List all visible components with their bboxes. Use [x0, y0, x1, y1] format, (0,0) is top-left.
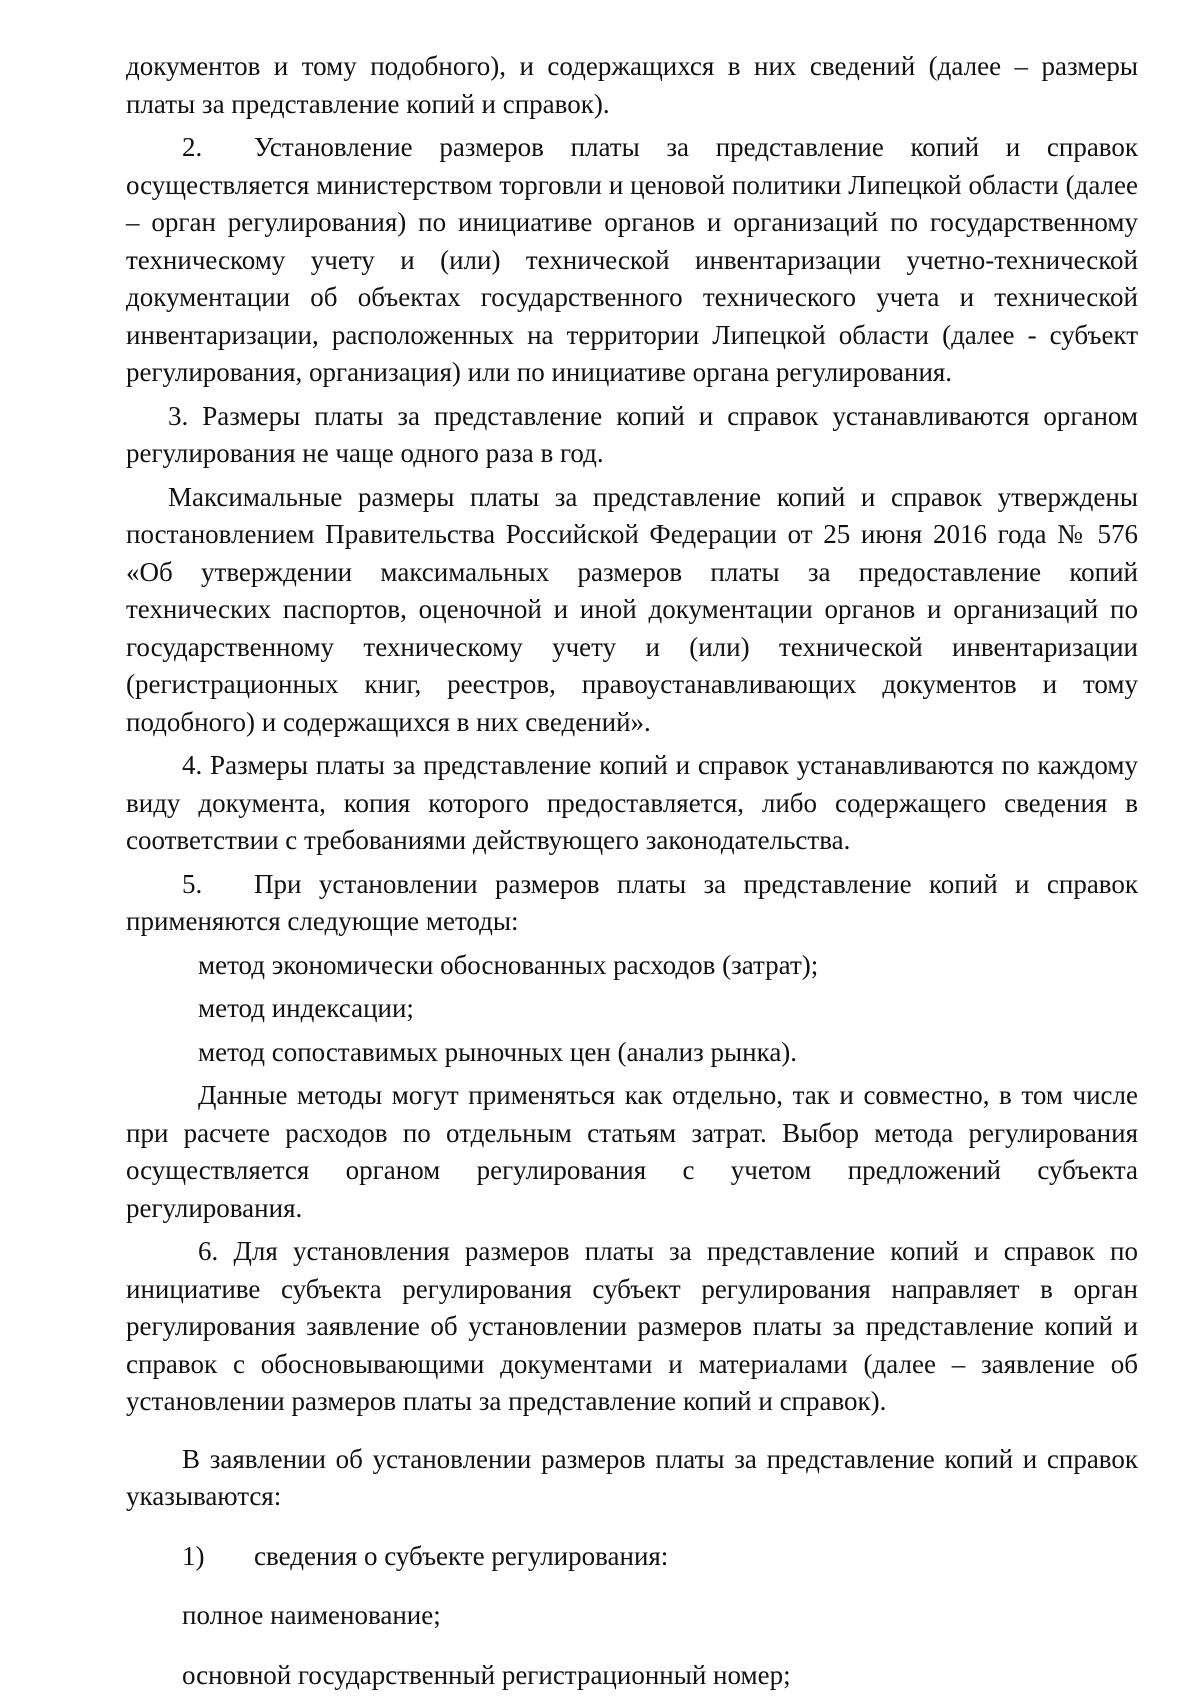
- paragraph-item-2: [126, 129, 1138, 392]
- item-text: Установление размеров платы за представление копий и справок осуществляется министерством торговли и ценовой политики Липецкой области (далее – орган регулирования) по инициативе органов и организаций по государственному техническому учету и (или) технической инвентаризации учетно-технической документации об объектах государственного технического учета и технической инвентаризации, расположенных на территории Липецкой области (далее - субъект регулирования, организация) или по инициативе органа регулирования.: [126, 132, 1138, 387]
- item-text: При установлении размеров платы за представление копий и справок применяются следующие методы:: [126, 868, 1138, 936]
- item-number: 1): [182, 1540, 205, 1571]
- paragraph-continuation: документов и тому подобного), и содержащихся в них сведений (далее – размеры платы за представление копий и справок).: [126, 51, 1138, 119]
- paragraph-item-6: 6. Для установления размеров платы за представление копий и справок по инициативе субъекта регулирования субъект регулирования направляет в орган регулирования заявление об установлении размеров платы за представление копий и справок с обосновывающими документами и материалами (далее – заявление об установлении размеров платы за представление копий и справок).: [126, 1236, 1138, 1416]
- sub-item: основной государственный регистрационный номер;: [182, 1659, 791, 1690]
- paragraph-statement-contents: В заявлении об установлении размеров платы за представление копий и справок указываются:: [126, 1443, 1138, 1511]
- paragraph-item-4: 4. Размеры платы за представление копий и справок устанавливаются по каждому виду документа, копия которого предоставляется, либо содержащего сведения в соответствии с требованиями действующего законодательства.: [126, 750, 1138, 855]
- sub-item: полное наименование;: [182, 1600, 441, 1630]
- method-item: метод сопоставимых рыночных цен (анализ рынка).: [198, 1036, 798, 1067]
- item-number: 5.: [182, 868, 203, 899]
- paragraph-item-3: 3. Размеры платы за представление копий и справок устанавливаются органом регулирования не чаще одного раза в год.: [126, 400, 1138, 468]
- method-item: метод экономически обоснованных расходов (затрат);: [198, 949, 819, 980]
- item-number: 2.: [182, 132, 203, 162]
- paragraph-methods-note: Данные методы могут применяться как отдельно, так и совместно, в том числе при расчете расходов по отдельным статьям затрат. Выбор метода регулирования осуществляется органом регулирования с учетом предложений субъекта регулирования.: [126, 1080, 1138, 1223]
- item-text: сведения о субъекте регулирования:: [254, 1540, 669, 1571]
- paragraph-item-5: [126, 866, 1138, 941]
- paragraph-max-sizes: Максимальные размеры платы за представление копий и справок утверждены постановлением Правительства Российской Федерации от 25 июня 2016 года № 576 «Об утверждении максимальных размеров платы за предоставление копий технических паспортов, оценочной и иной документации органов и организаций по государственному техническому учету и (или) технической инвентаризации (регистрационных книг, реестров, правоустанавливающих документов и тому подобного) и содержащихся в них сведений».: [126, 481, 1138, 737]
- document-page: [126, 48, 1138, 1694]
- list-item-1: [126, 1538, 1138, 1576]
- method-item: метод индексации;: [198, 993, 414, 1023]
